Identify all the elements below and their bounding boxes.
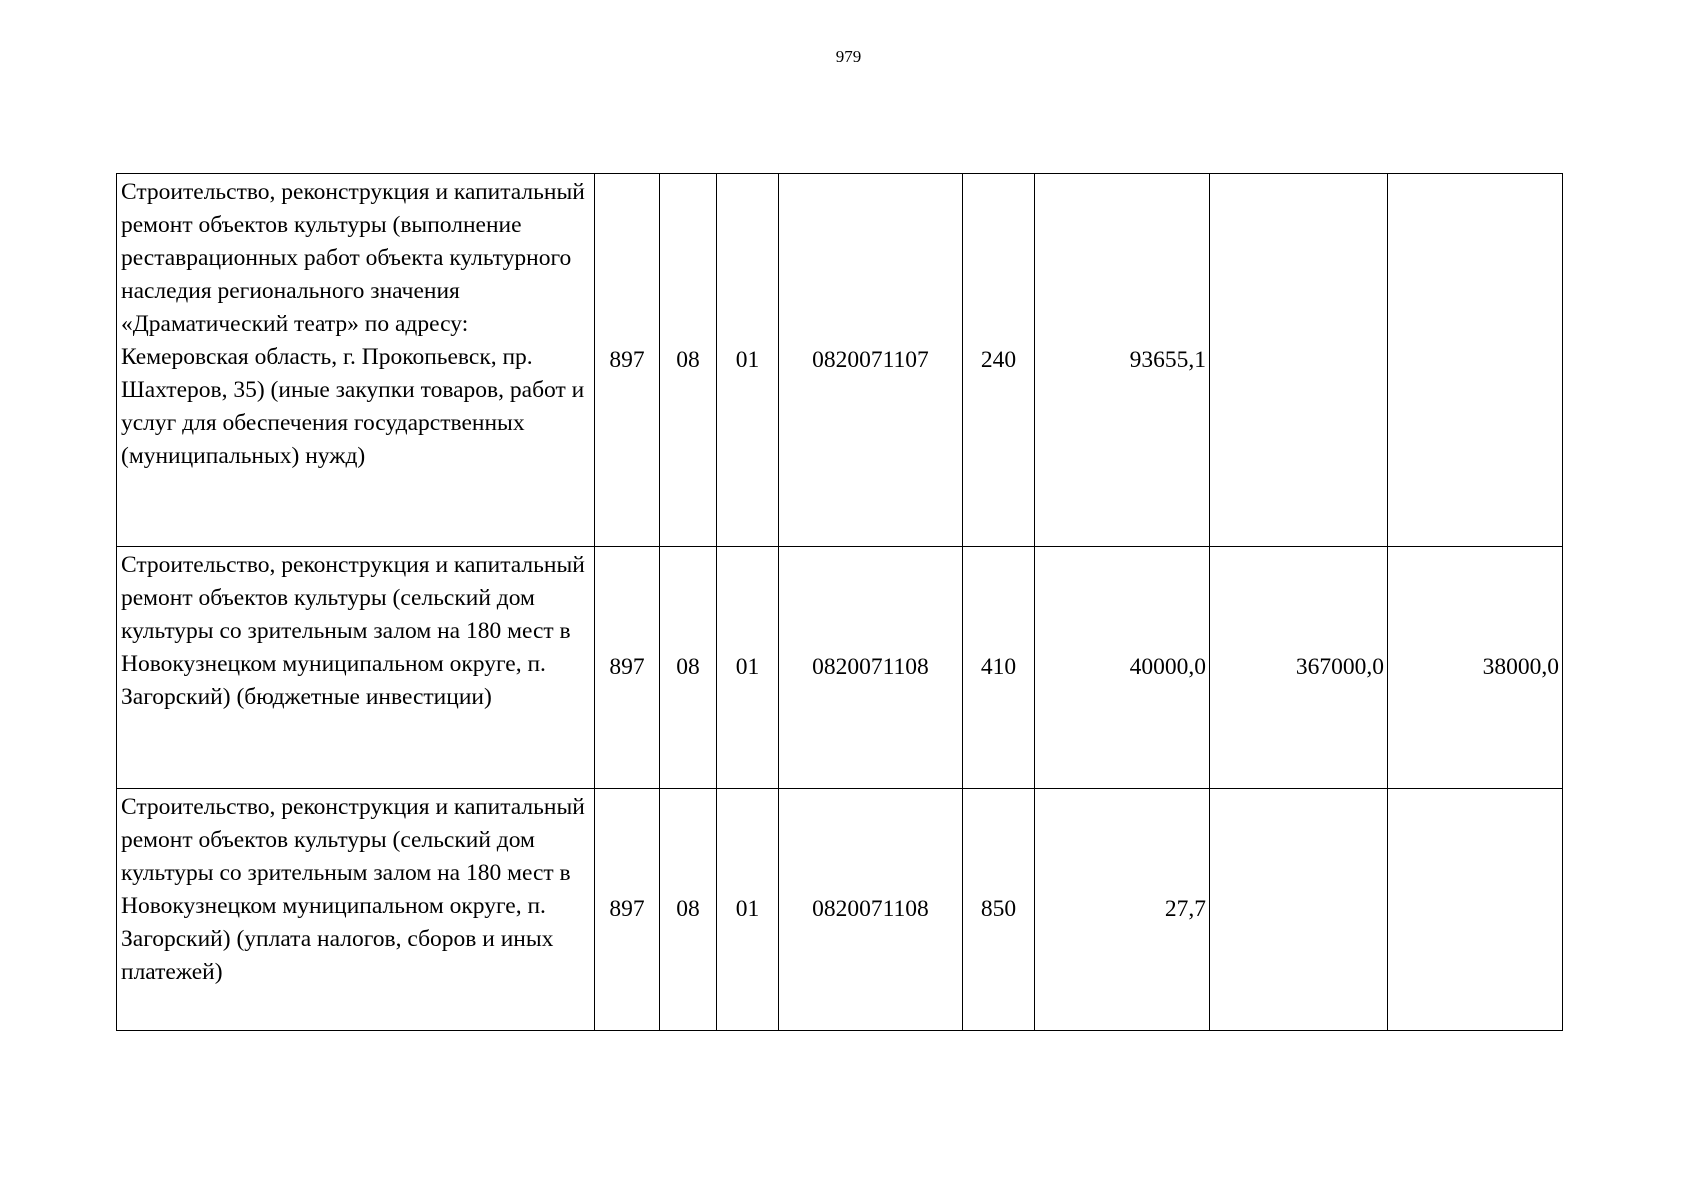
row-description: Строительство, реконструкция и капитальный ремонт объектов культуры (сельский дом культуры со зрительным залом на 180 мест в Новокузнецком муниципальном округе, п. Загорский) (уплата налогов, сборов и иных платежей) xyxy=(117,789,595,1031)
row-amount-3 xyxy=(1388,789,1563,1031)
row-amount-2 xyxy=(1210,174,1388,547)
row-expense-type: 850 xyxy=(963,789,1035,1031)
row-section-code: 08 xyxy=(660,174,717,547)
row-target-article: 0820071107 xyxy=(779,174,963,547)
row-subsection-code: 01 xyxy=(717,789,779,1031)
row-amount-3 xyxy=(1388,174,1563,547)
row-target-article: 0820071108 xyxy=(779,789,963,1031)
row-description: Строительство, реконструкция и капитальный ремонт объектов культуры (сельский дом культуры со зрительным залом на 180 мест в Новокузнецком муниципальном округе, п. Загорский) (бюджетные инвестиции) xyxy=(117,547,595,789)
row-expense-type: 240 xyxy=(963,174,1035,547)
row-amount-1: 93655,1 xyxy=(1035,174,1210,547)
row-amount-3: 38000,0 xyxy=(1388,547,1563,789)
row-expense-type: 410 xyxy=(963,547,1035,789)
table-row xyxy=(117,789,1563,1031)
page-number: 979 xyxy=(835,47,862,66)
row-amount-2 xyxy=(1210,789,1388,1031)
row-ministry-code: 897 xyxy=(595,789,660,1031)
row-amount-2: 367000,0 xyxy=(1210,547,1388,789)
row-section-code: 08 xyxy=(660,789,717,1031)
row-section-code: 08 xyxy=(660,547,717,789)
row-target-article: 0820071108 xyxy=(779,547,963,789)
row-subsection-code: 01 xyxy=(717,174,779,547)
row-description: Строительство, реконструкция и капитальный ремонт объектов культуры (выполнение реставрационных работ объекта культурного наследия регионального значения «Драматический театр» по адресу: Кемеровская область, г. Прокопьевск, пр. Шахтеров, 35) (иные закупки товаров, работ и услуг для обеспечения государственных (муниципальных) нужд) xyxy=(117,174,595,547)
row-ministry-code: 897 xyxy=(595,174,660,547)
row-amount-1: 40000,0 xyxy=(1035,547,1210,789)
budget-table xyxy=(116,173,1563,1031)
row-subsection-code: 01 xyxy=(717,547,779,789)
table-row xyxy=(117,547,1563,789)
table-row xyxy=(117,174,1563,547)
row-ministry-code: 897 xyxy=(595,547,660,789)
row-amount-1: 27,7 xyxy=(1035,789,1210,1031)
